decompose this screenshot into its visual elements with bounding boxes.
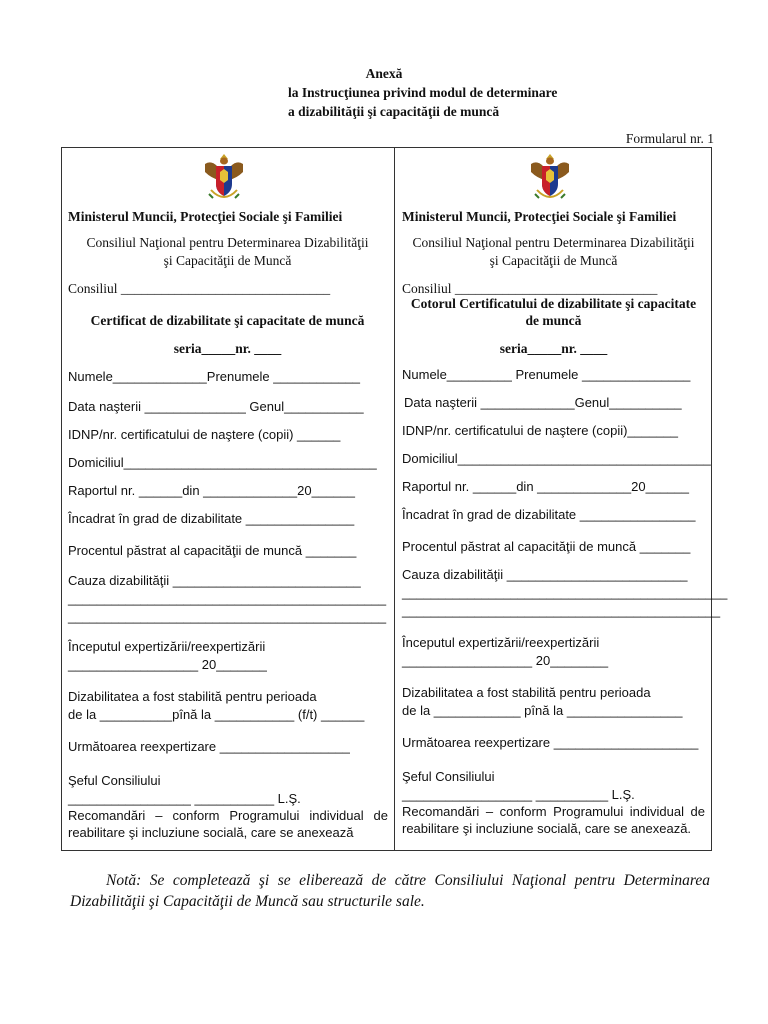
right-consiliul-field[interactable]: Consiliul ______________________________ [402, 281, 658, 296]
right-idnp-field[interactable]: IDNP/nr. certificatului de naştere (copii)_______ [402, 423, 679, 438]
right-capacity-percent-field[interactable]: Procentul păstrat al capacităţii de muncă _______ [402, 539, 691, 554]
left-council-line2: şi Capacităţii de Muncă [163, 253, 292, 268]
form-number: Formularul nr. 1 [625, 131, 714, 146]
right-birthdate-field[interactable]: Data naşterii _____________Genul__________ [404, 395, 682, 410]
left-council-line1: Consiliul Naţional pentru Determinarea Dizabilităţii [86, 235, 369, 250]
right-recommendations: Recomandări – conform Programului individual de reabilitare şi incluziune socială, care se anexează. [402, 804, 705, 836]
left-capacity-percent-field[interactable]: Procentul păstrat al capacităţii de muncă _______ [68, 543, 357, 558]
right-disability-grade-field[interactable]: Încadrat în grad de dizabilitate ________________ [402, 507, 696, 522]
right-period-label: Dizabilitatea a fost stabilită pentru perioada [402, 685, 651, 700]
right-expertise-start-field[interactable]: __________________ 20________ [402, 653, 609, 668]
left-signature-line[interactable]: _________________ ___________ L.Ş. [68, 791, 301, 806]
annex-header [0, 66, 768, 119]
certificate-title: Certificat de dizabilitate şi capacitate de muncă [90, 313, 365, 328]
left-period-label: Dizabilitatea a fost stabilită pentru perioada [68, 689, 317, 704]
left-ministry: Ministerul Muncii, Protecţiei Sociale şi Familiei [68, 209, 343, 224]
left-cause-blank1[interactable]: ____________________________________________ [68, 591, 387, 606]
right-ministry: Ministerul Muncii, Protecţiei Sociale şi Familiei [402, 209, 677, 224]
annex-subtitle-line1: la Instrucţiunea privind modul de determinare [288, 85, 558, 100]
left-council-head-label: Şeful Consiliului [68, 773, 161, 788]
coat-of-arms-icon [527, 150, 573, 206]
left-cause-field[interactable]: Cauza dizabilităţii __________________________ [68, 573, 361, 588]
right-period-field[interactable]: de la ____________ pînă la ________________ [402, 703, 683, 718]
right-domicile-field[interactable]: Domiciliul___________________________________ [402, 451, 711, 466]
left-disability-grade-field[interactable]: Încadrat în grad de dizabilitate _______________ [68, 511, 355, 526]
annex-subtitle-line2: a dizabilităţii şi capacităţii de muncă [288, 104, 500, 119]
left-next-review-field[interactable]: Următoarea reexpertizare __________________ [68, 739, 350, 754]
left-idnp-field[interactable]: IDNP/nr. certificatului de naştere (copii) ______ [68, 427, 341, 442]
left-consiliul-field[interactable]: Consiliul _______________________________ [68, 281, 331, 296]
left-report-field[interactable]: Raportul nr. ______din _____________20______ [68, 483, 355, 498]
stub-title-line1: Cotorul Certificatului de dizabilitate şi capacitate [410, 296, 697, 311]
left-expertise-start-field[interactable]: __________________ 20_______ [68, 657, 267, 672]
right-council-head-label: Şeful Consiliului [402, 769, 495, 784]
footnote: Notă: Se completează şi se eliberează de către Consiliului Naţional pentru Determinarea Dizabilităţii şi Capacităţii de Muncă sau structurile sale. [70, 872, 710, 910]
left-period-field[interactable]: de la __________pînă la ___________ (f/t) ______ [68, 707, 365, 722]
left-domicile-field[interactable]: Domiciliul___________________________________ [68, 455, 377, 470]
right-cause-blank2[interactable]: ____________________________________________ [402, 603, 721, 618]
left-cause-blank2[interactable]: ____________________________________________ [68, 609, 387, 624]
right-council-line2: şi Capacităţii de Muncă [489, 253, 618, 268]
left-birthdate-field[interactable]: Data naşterii ______________ Genul___________ [68, 399, 364, 414]
right-expertise-start-label: Începutul expertizării/reexpertizării [402, 635, 600, 650]
right-cause-blank1[interactable]: _____________________________________________ [402, 585, 728, 600]
right-report-field[interactable]: Raportul nr. ______din _____________20______ [402, 479, 689, 494]
right-name-field[interactable]: Numele_________ Prenumele _______________ [402, 367, 691, 382]
right-signature-line[interactable]: __________________ __________ L.Ş. [402, 787, 635, 802]
left-name-field[interactable]: Numele_____________Prenumele ____________ [68, 369, 361, 384]
coat-of-arms-icon [201, 150, 247, 206]
right-seria-field[interactable]: seria_____nr. ____ [499, 341, 608, 356]
stub-title-line2: de muncă [525, 313, 582, 328]
annex-title: Anexă [365, 66, 403, 81]
left-expertise-start-label: Începutul expertizării/reexpertizării [68, 639, 266, 654]
left-recommendations: Recomandări – conform Programului individual de reabilitare şi incluziune socială, care se anexează [68, 808, 388, 840]
left-seria-field[interactable]: seria_____nr. ____ [173, 341, 282, 356]
right-council-line1: Consiliul Naţional pentru Determinarea Dizabilităţii [412, 235, 695, 250]
right-cause-field[interactable]: Cauza dizabilităţii _________________________ [402, 567, 688, 582]
right-next-review-field[interactable]: Următoarea reexpertizare ____________________ [402, 735, 699, 750]
